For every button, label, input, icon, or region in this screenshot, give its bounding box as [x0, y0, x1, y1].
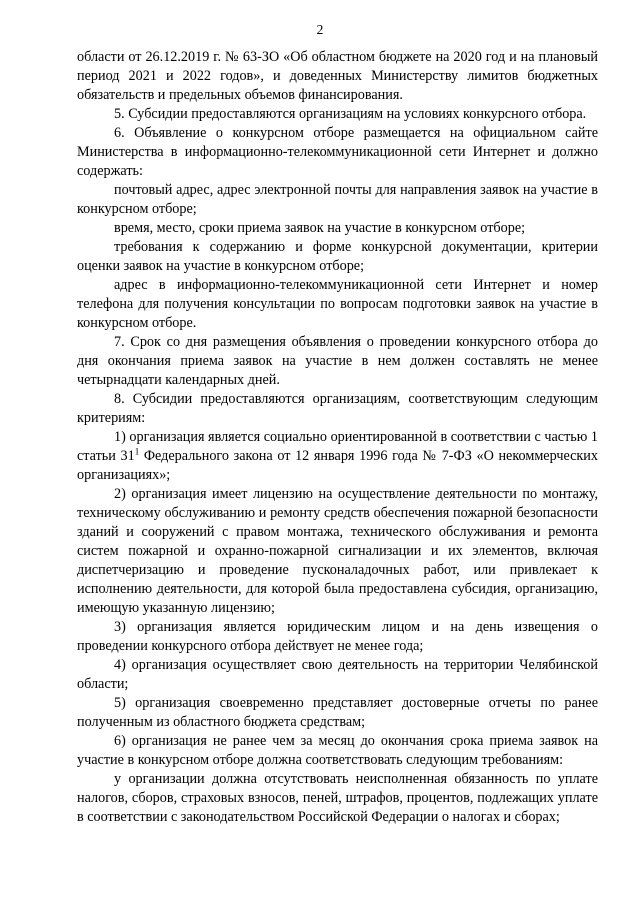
paragraph-criterion-4: 4) организация осуществляет свою деятельность на территории Челябинской области; — [77, 657, 598, 692]
paragraph-item-8: 8. Субсидии предоставляются организациям, соответствующим следующим критериям: — [77, 391, 598, 426]
paragraph-criterion-6: 6) организация не ранее чем за месяц до окончания срока приема заявок на участие в конкурсном отборе должна соответствовать следующим требованиям: — [77, 733, 598, 768]
document-body — [77, 48, 598, 827]
paragraph-item-5: 5. Субсидии предоставляются организациям на условиях конкурсного отбора. — [114, 106, 587, 122]
paragraph-criterion-2: 2) организация имеет лицензию на осуществление деятельности по монтажу, техническому обслуживанию и ремонту средств обеспечения пожарной безопасности зданий и сооружений с правом монтажа, технического обслуживания и ремонта систем пожарной и охранно-пожарной сигнализации и их элементов, включая диспетчеризацию и проведение пусконаладочных работ, или привлекает к исполнению деятельности, для которой была предоставлена субсидия, организацию, имеющую указанную лицензию; — [77, 486, 598, 616]
paragraph-continuation: области от 26.12.2019 г. № 63-ЗО «Об областном бюджете на 2020 год и на плановый период 2021 и 2022 годов», и доведенных Министерству лимитов бюджетных обязательств и предельных объемов финансирования. — [77, 49, 598, 103]
paragraph-tax-requirement: у организации должна отсутствовать неисполненная обязанность по уплате налогов, сборов, страховых взносов, пеней, штрафов, процентов, подлежащих уплате в соответствии с законодательством Российской Федерации о налогах и сборах; — [77, 771, 598, 825]
paragraph-time-place: время, место, сроки приема заявок на участие в конкурсном отборе; — [114, 220, 526, 236]
criterion-1-text-end: Федерального закона от 12 января 1996 года № 7-ФЗ «О некоммерческих организациях»; — [77, 448, 598, 483]
page-number: 2 — [316, 22, 324, 37]
paragraph-criterion-1 — [77, 428, 598, 485]
paragraph-criterion-5: 5) организация своевременно представляет достоверные отчеты по ранее полученным из областного бюджета средствам; — [77, 695, 598, 730]
superscript: 1 — [134, 446, 140, 457]
paragraph-criterion-3: 3) организация является юридическим лицом и на день извещения о проведении конкурсного отбора действует не менее года; — [77, 619, 598, 654]
paragraph-internet-address: адрес в информационно-телекоммуникационной сети Интернет и номер телефона для получения консультации по вопросам подготовки заявок на участие в конкурсном отборе. — [77, 277, 598, 331]
paragraph-requirements: требования к содержанию и форме конкурсной документации, критерии оценки заявок на участие в конкурсном отборе; — [77, 239, 598, 274]
paragraph-item-6: 6. Объявление о конкурсном отборе размещается на официальном сайте Министерства в информационно-телекоммуникационной сети Интернет и должно содержать: — [77, 125, 598, 179]
paragraph-postal-address: почтовый адрес, адрес электронной почты для направления заявок на участие в конкурсном отборе; — [77, 182, 598, 217]
criterion-1-text: 1) организация является социально ориентированной в соответствии с частью 1 статьи 31 — [77, 429, 598, 464]
paragraph-item-7: 7. Срок со дня размещения объявления о проведении конкурсного отбора до дня окончания приема заявок на участие в нем должен составлять не менее четырнадцати календарных дней. — [77, 334, 598, 388]
